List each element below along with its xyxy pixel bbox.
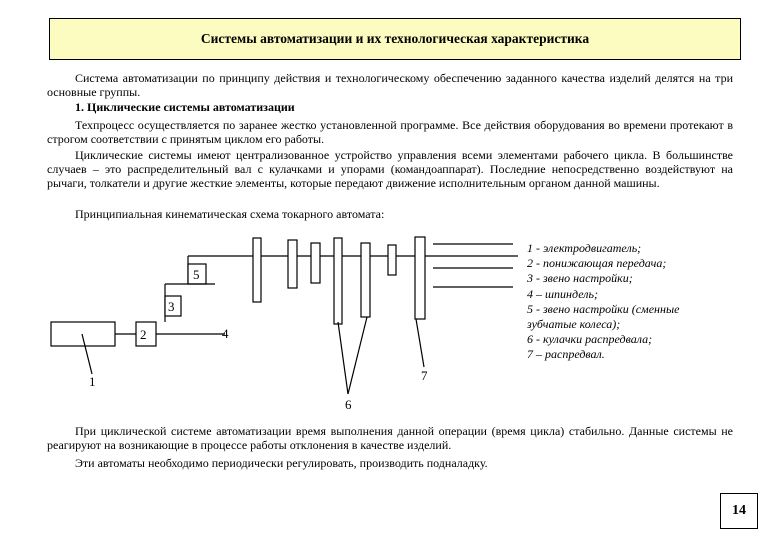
label-3: 3 [168,299,175,314]
paragraph-5: Эти автоматы необходимо периодически регулировать, производить подналадку. [75,456,488,470]
legend-item: 6 - кулачки распредвала; [527,332,653,347]
label-1: 1 [89,374,96,389]
gear-2 [288,240,297,288]
paragraph-1: Техпроцесс осуществляется по заранее жестко установленной программе. Все действия оборудования во времени протекают в строгом соответствии с принятым циклом его работы. [47,118,733,146]
page-number: 14 [720,493,758,529]
legend-item: 5 - звено настройки (сменные [527,301,680,316]
diagram-legend [527,241,727,363]
label-6: 6 [345,397,352,412]
label-4: 4 [222,326,229,341]
page-title: Системы автоматизации и их технологическая характеристика [49,18,741,60]
cam-pointer-1 [338,322,348,394]
gear-4 [334,238,342,324]
legend-item: 2 - понижающая передача; [527,256,667,271]
paragraph-4: При циклической системе автоматизации время выполнения данной операции (время цикла) стабильно. Данные системы не реагируют на возникающие в процессе работы отклонения в качестве изделий. [47,424,733,452]
gear-1 [253,238,261,302]
label-5: 5 [193,267,200,282]
gear-7 [415,237,425,319]
legend-item: 3 - звено настройки; [527,271,633,286]
intro-paragraph: Система автоматизации по принципу действия и технологическому обеспечению заданного качества изделий делятся на три основные группы. [47,71,733,99]
legend-item: зубчатые колеса); [527,317,621,332]
label-7: 7 [421,368,428,383]
gear-6 [388,245,396,275]
cam-pointer-2 [348,317,367,394]
legend-item: 1 - электродвигатель; [527,241,642,255]
legend-item: 4 – шпиндель; [527,286,598,301]
legend-item: 7 – распредвал. [527,347,605,362]
gear-5 [361,243,370,317]
section-heading: 1. Циклические системы автоматизации [75,100,295,114]
motor-box [51,322,115,346]
gear-3 [311,243,320,283]
paragraph-2: Циклические системы имеют централизованное устройство управления всеми элементами рабочего цикла. В большинстве случаев – это распределительный вал с кулачками и упорами (командоаппарат). Последние непосредственно воздействуют на рычаги, толкатели и другие жесткие элементы, которые передают движение исполнительным органом данной машины. [47,148,733,190]
paragraph-3: Принципиальная кинематическая схема токарного автомата: [75,207,385,221]
label-2: 2 [140,327,147,342]
distribution-shaft-pointer [416,319,424,367]
